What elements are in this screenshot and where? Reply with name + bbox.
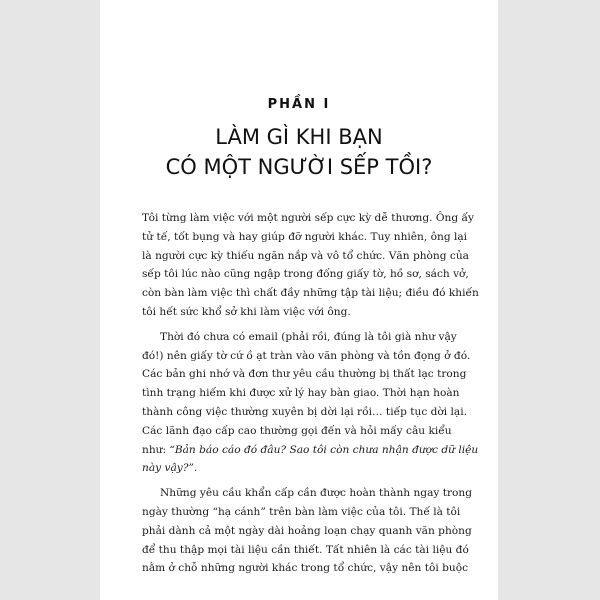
part-label: PHẦN I <box>267 97 331 112</box>
text-line: Những yêu cầu khẩn cấp cần được hoàn thành ngay trong <box>160 487 473 500</box>
text-line: tử tế, tốt bụng và hay giúp đỡ người khác. Tuy nhiên, ông lại <box>142 230 468 243</box>
text-line: sếp tôi lúc nào cũng ngập trong đống giấy tờ, hồ sơ, sách vở, <box>142 268 469 281</box>
text-line: Các bản ghi nhớ và đơn thư yêu cầu thường bị thất lạc trong <box>142 368 467 381</box>
text-line: nằm ở chỗ những người khác trong tổ chức, vậy nên tôi buộc <box>142 562 469 575</box>
book-page <box>100 0 498 600</box>
text-line: còn bàn làm việc thì chất đầy những tập tài liệu; điều đó khiến <box>142 287 479 300</box>
text-line: đó!) nên giấy tờ cứ ồ ạt tràn vào văn phòng và tồn đọng ở đó. <box>142 349 471 362</box>
text-fragment: như: <box>142 443 170 456</box>
text-line <box>142 441 479 460</box>
text-line: phải dành cả một ngày dài hoảng loạn chạy quanh văn phòng <box>142 524 472 537</box>
title-line: LÀM GÌ KHI BẠN <box>215 125 383 149</box>
text-line: Tôi từng làm việc với một người sếp cực kỳ dễ thương. Ông ấy <box>142 212 474 224</box>
text-line: Thời đó chưa có email (phải rồi, đúng là tôi già như vậy <box>160 330 457 343</box>
paragraph-2 <box>142 328 479 478</box>
title-line: CÓ MỘT NGƯỜI SẾP TỒI? <box>165 155 433 179</box>
text-line: để thu thập mọi tài liệu cần thiết. Tất nhiên là các tài liệu đó <box>142 543 469 556</box>
text-line: Các lãnh đạo cấp cao thường gọi đến và hỏi mấy câu kiểu <box>142 424 452 437</box>
italic-quote: “Bản báo cáo đó đâu? Sao tôi còn chưa nhận được dữ liệu <box>169 443 479 456</box>
italic-quote-line: này vậy?”. <box>142 462 198 475</box>
chapter-title <box>100 122 498 182</box>
text-line: tôi hết sức khổ sở khi làm việc với ông. <box>142 305 351 318</box>
text-line: tình trạng hiếm khi được xử lý hay bàn giao. Thời hạn hoàn <box>142 387 460 400</box>
paragraph-3 <box>142 484 472 578</box>
text-line: ngày thường “hạ cánh” trên bàn làm việc của tôi. Thế là tôi <box>142 505 461 518</box>
text-line: thành công việc thường xuyên bị dời lại rồi… tiếp tục dời lại. <box>142 405 468 418</box>
paragraph-1 <box>142 209 479 322</box>
text-line: là người cực kỳ thiếu ngăn nắp và vô tổ chức. Văn phòng của <box>142 249 469 262</box>
body-text <box>142 209 479 584</box>
